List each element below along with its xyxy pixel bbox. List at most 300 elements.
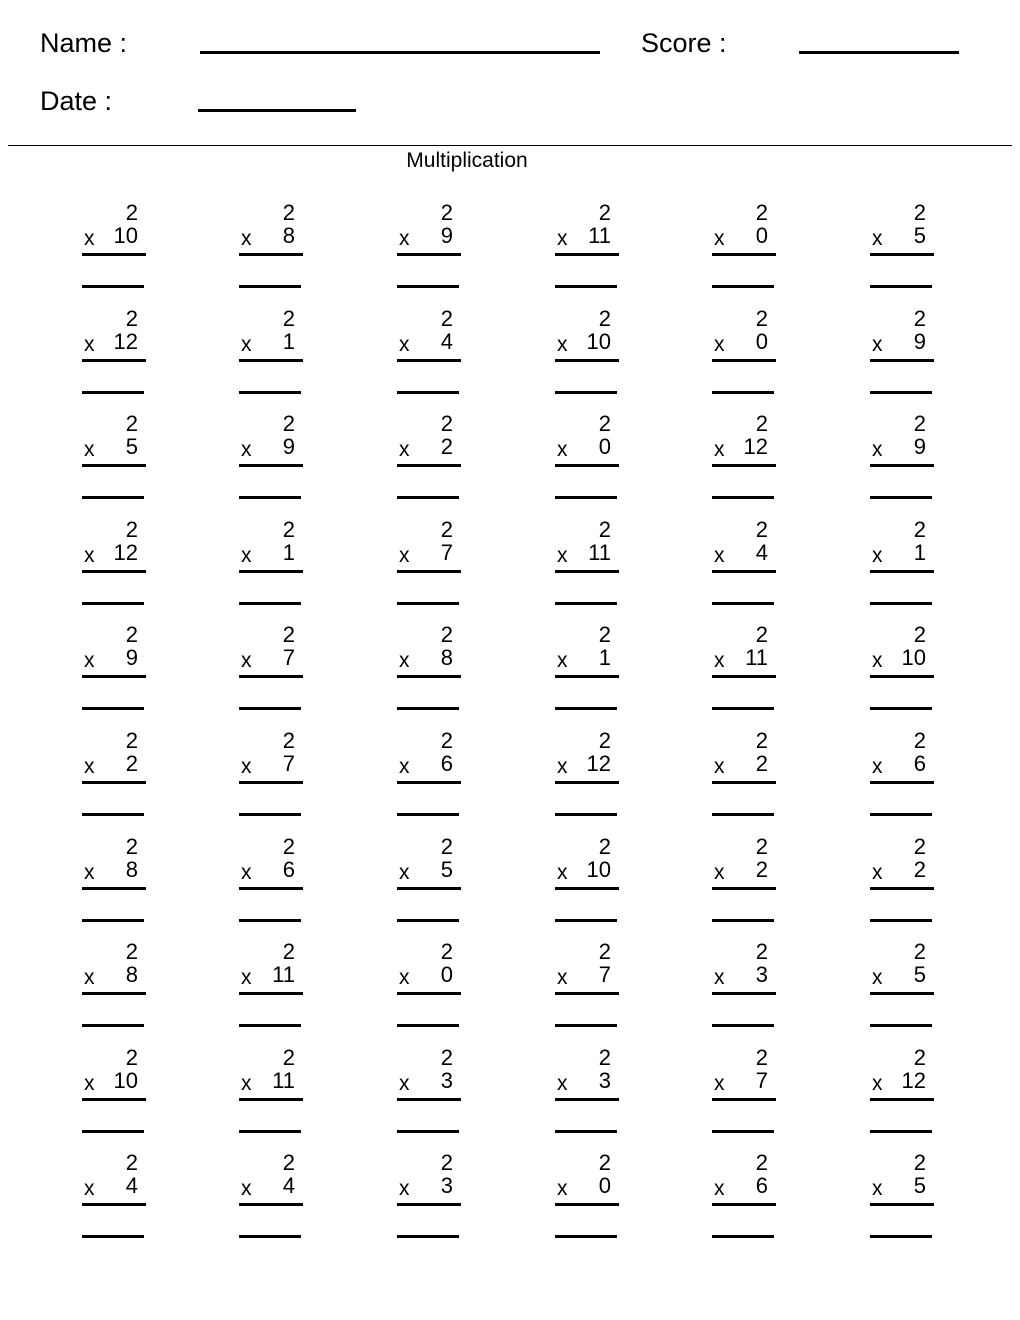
- problem-multiplier: 10: [113, 223, 138, 248]
- answer-line[interactable]: [555, 285, 617, 288]
- answer-line[interactable]: [870, 919, 932, 922]
- problem-rule-line: [870, 253, 934, 256]
- problem-multiplier: 7: [598, 962, 611, 987]
- answer-line[interactable]: [555, 1235, 617, 1238]
- problem-multiplicand: 2: [913, 939, 926, 964]
- answer-line[interactable]: [82, 813, 144, 816]
- problem-multiplicand: 2: [913, 1150, 926, 1175]
- problem-rule-line: [712, 570, 776, 573]
- problem-multiplicand: 2: [913, 306, 926, 331]
- answer-line[interactable]: [397, 1024, 459, 1027]
- answer-line[interactable]: [555, 707, 617, 710]
- problem-item: [239, 307, 305, 397]
- problem-multiplicand: 2: [282, 622, 295, 647]
- worksheet-title: Multiplication: [406, 149, 528, 172]
- problem-item: [555, 729, 621, 819]
- answer-line[interactable]: [555, 919, 617, 922]
- problem-item: [82, 835, 148, 925]
- answer-line[interactable]: [397, 285, 459, 288]
- problem-multiplier: 10: [586, 329, 611, 354]
- problem-operator: x: [714, 227, 725, 250]
- problem-operator: x: [399, 438, 410, 461]
- problem-item: [239, 412, 305, 502]
- answer-line[interactable]: [870, 813, 932, 816]
- answer-line[interactable]: [239, 285, 301, 288]
- problem-operator: x: [399, 227, 410, 250]
- answer-line[interactable]: [82, 919, 144, 922]
- problem-multiplicand: 2: [125, 1045, 138, 1070]
- problem-operator: x: [84, 227, 95, 250]
- problem-rule-line: [239, 887, 303, 890]
- problem-operator: x: [872, 755, 883, 778]
- answer-line[interactable]: [82, 707, 144, 710]
- problem-multiplicand: 2: [440, 200, 453, 225]
- problem-rule-line: [397, 992, 461, 995]
- problem-operator: x: [714, 649, 725, 672]
- problem-operator: x: [557, 755, 568, 778]
- problem-rule-line: [239, 992, 303, 995]
- answer-line[interactable]: [712, 1235, 774, 1238]
- problem-multiplier: 0: [440, 962, 453, 987]
- date-label: Date :: [40, 86, 113, 116]
- problem-multiplicand: 2: [125, 622, 138, 647]
- problem-item: [870, 307, 936, 397]
- answer-line[interactable]: [712, 391, 774, 394]
- problem-multiplicand: 2: [755, 200, 768, 225]
- answer-line[interactable]: [82, 285, 144, 288]
- problem-multiplier: 7: [440, 540, 453, 565]
- problem-multiplier: 11: [588, 223, 611, 248]
- problem-rule-line: [712, 887, 776, 890]
- problem-multiplier: 5: [440, 857, 453, 882]
- answer-line[interactable]: [82, 496, 144, 499]
- problem-item: [555, 412, 621, 502]
- problem-rule-line: [555, 887, 619, 890]
- problem-multiplicand: 2: [913, 517, 926, 542]
- answer-line[interactable]: [239, 1024, 301, 1027]
- problem-operator: x: [84, 966, 95, 989]
- problem-multiplier: 11: [272, 1068, 295, 1093]
- problem-multiplier: 0: [598, 434, 611, 459]
- problem-multiplier: 1: [913, 540, 926, 565]
- problem-multiplier: 4: [440, 329, 453, 354]
- problem-rule-line: [239, 781, 303, 784]
- problem-item: [712, 729, 778, 819]
- answer-line[interactable]: [239, 707, 301, 710]
- answer-line[interactable]: [712, 707, 774, 710]
- problem-operator: x: [557, 966, 568, 989]
- problem-item: [712, 1046, 778, 1136]
- answer-line[interactable]: [555, 496, 617, 499]
- problem-item: [555, 1151, 621, 1241]
- answer-line[interactable]: [870, 1130, 932, 1133]
- problem-operator: x: [241, 438, 252, 461]
- problem-multiplier: 11: [745, 645, 768, 670]
- problem-item: [239, 201, 305, 291]
- problem-item: [870, 729, 936, 819]
- problem-operator: x: [714, 544, 725, 567]
- problem-rule-line: [239, 1098, 303, 1101]
- problem-multiplier: 8: [125, 962, 138, 987]
- problem-rule-line: [555, 781, 619, 784]
- problem-operator: x: [872, 333, 883, 356]
- problem-multiplicand: 2: [282, 939, 295, 964]
- problem-rule-line: [712, 781, 776, 784]
- problem-operator: x: [84, 1072, 95, 1095]
- problem-multiplicand: 2: [125, 306, 138, 331]
- answer-line[interactable]: [870, 285, 932, 288]
- problem-rule-line: [82, 253, 146, 256]
- answer-line[interactable]: [239, 1130, 301, 1133]
- problem-multiplicand: 2: [440, 834, 453, 859]
- problem-multiplicand: 2: [598, 517, 611, 542]
- problem-rule-line: [82, 675, 146, 678]
- problem-multiplier: 9: [125, 645, 138, 670]
- problem-multiplicand: 2: [282, 834, 295, 859]
- answer-line[interactable]: [239, 919, 301, 922]
- problem-item: [870, 412, 936, 502]
- problem-item: [82, 729, 148, 819]
- problem-operator: x: [241, 966, 252, 989]
- problem-operator: x: [714, 966, 725, 989]
- problem-multiplier: 10: [113, 1068, 138, 1093]
- problem-multiplicand: 2: [440, 411, 453, 436]
- problem-operator: x: [557, 333, 568, 356]
- problem-operator: x: [399, 544, 410, 567]
- answer-line[interactable]: [82, 1024, 144, 1027]
- problem-rule-line: [870, 359, 934, 362]
- problem-operator: x: [714, 755, 725, 778]
- problem-multiplier: 2: [913, 857, 926, 882]
- problem-multiplicand: 2: [598, 622, 611, 647]
- problem-rule-line: [82, 359, 146, 362]
- problem-multiplier: 9: [913, 434, 926, 459]
- problem-multiplier: 12: [743, 434, 768, 459]
- problem-multiplier: 4: [282, 1173, 295, 1198]
- problem-rule-line: [712, 359, 776, 362]
- problem-operator: x: [241, 1072, 252, 1095]
- problem-multiplier: 2: [755, 751, 768, 776]
- name-label: Name :: [40, 28, 128, 58]
- answer-line[interactable]: [555, 1130, 617, 1133]
- answer-line[interactable]: [239, 496, 301, 499]
- problem-rule-line: [82, 570, 146, 573]
- problem-rule-line: [870, 781, 934, 784]
- problem-multiplicand: 2: [913, 200, 926, 225]
- problem-item: [397, 940, 463, 1030]
- problem-multiplier: 8: [440, 645, 453, 670]
- answer-line[interactable]: [712, 496, 774, 499]
- problem-operator: x: [84, 861, 95, 884]
- problem-item: [555, 201, 621, 291]
- problem-multiplier: 8: [282, 223, 295, 248]
- problem-operator: x: [714, 1177, 725, 1200]
- problem-item: [870, 1046, 936, 1136]
- problem-multiplicand: 2: [125, 1150, 138, 1175]
- problem-multiplicand: 2: [282, 306, 295, 331]
- answer-line[interactable]: [870, 391, 932, 394]
- answer-line[interactable]: [397, 707, 459, 710]
- problem-operator: x: [557, 438, 568, 461]
- problem-multiplicand: 2: [282, 517, 295, 542]
- problem-operator: x: [872, 438, 883, 461]
- problem-multiplier: 5: [125, 434, 138, 459]
- problem-item: [555, 518, 621, 608]
- answer-line[interactable]: [870, 1024, 932, 1027]
- answer-line[interactable]: [870, 496, 932, 499]
- answer-line[interactable]: [555, 391, 617, 394]
- problem-item: [555, 835, 621, 925]
- score-label: Score :: [641, 28, 727, 58]
- answer-line[interactable]: [82, 391, 144, 394]
- problem-multiplier: 8: [125, 857, 138, 882]
- problem-rule-line: [870, 570, 934, 573]
- problem-rule-line: [555, 464, 619, 467]
- problem-item: [870, 940, 936, 1030]
- answer-line[interactable]: [712, 285, 774, 288]
- problem-rule-line: [870, 1098, 934, 1101]
- problem-item: [712, 623, 778, 713]
- problem-operator: x: [241, 755, 252, 778]
- problem-operator: x: [399, 861, 410, 884]
- problem-operator: x: [84, 755, 95, 778]
- problem-item: [712, 307, 778, 397]
- problem-rule-line: [397, 464, 461, 467]
- problem-item: [555, 940, 621, 1030]
- problem-multiplier: 3: [755, 962, 768, 987]
- problem-rule-line: [82, 1203, 146, 1206]
- problem-item: [397, 307, 463, 397]
- problem-multiplier: 11: [272, 962, 295, 987]
- problem-item: [239, 835, 305, 925]
- problem-multiplicand: 2: [598, 1150, 611, 1175]
- answer-line[interactable]: [239, 391, 301, 394]
- answer-line[interactable]: [239, 1235, 301, 1238]
- problem-rule-line: [397, 253, 461, 256]
- problem-rule-line: [397, 1098, 461, 1101]
- problem-operator: x: [399, 755, 410, 778]
- problem-item: [555, 623, 621, 713]
- problem-multiplier: 11: [588, 540, 611, 565]
- answer-line[interactable]: [397, 602, 459, 605]
- problem-operator: x: [84, 649, 95, 672]
- problem-multiplier: 12: [901, 1068, 926, 1093]
- problem-operator: x: [557, 227, 568, 250]
- problem-rule-line: [870, 675, 934, 678]
- problem-rule-line: [397, 781, 461, 784]
- problem-item: [239, 1046, 305, 1136]
- answer-line[interactable]: [397, 919, 459, 922]
- problem-multiplicand: 2: [755, 622, 768, 647]
- problem-operator: x: [241, 544, 252, 567]
- answer-line[interactable]: [712, 813, 774, 816]
- problem-multiplier: 5: [913, 962, 926, 987]
- problem-multiplicand: 2: [913, 728, 926, 753]
- problem-multiplicand: 2: [913, 411, 926, 436]
- problem-multiplicand: 2: [125, 939, 138, 964]
- problem-rule-line: [397, 570, 461, 573]
- problem-rule-line: [555, 253, 619, 256]
- problem-item: [239, 1151, 305, 1241]
- problem-multiplicand: 2: [440, 1150, 453, 1175]
- answer-line[interactable]: [870, 602, 932, 605]
- problem-rule-line: [870, 1203, 934, 1206]
- problem-operator: x: [872, 1072, 883, 1095]
- problem-rule-line: [555, 570, 619, 573]
- problem-item: [397, 835, 463, 925]
- problem-operator: x: [84, 544, 95, 567]
- answer-line[interactable]: [82, 1235, 144, 1238]
- problem-item: [397, 412, 463, 502]
- problem-item: [870, 835, 936, 925]
- answer-line[interactable]: [397, 496, 459, 499]
- problem-multiplicand: 2: [755, 1150, 768, 1175]
- problem-item: [712, 201, 778, 291]
- problem-rule-line: [239, 570, 303, 573]
- problem-rule-line: [397, 359, 461, 362]
- problem-item: [712, 940, 778, 1030]
- problem-rule-line: [712, 1203, 776, 1206]
- problem-item: [555, 307, 621, 397]
- problem-rule-line: [555, 992, 619, 995]
- problem-multiplicand: 2: [598, 1045, 611, 1070]
- problem-multiplicand: 2: [440, 939, 453, 964]
- problem-item: [82, 518, 148, 608]
- problem-multiplier: 6: [913, 751, 926, 776]
- problem-rule-line: [712, 253, 776, 256]
- problem-multiplier: 0: [598, 1173, 611, 1198]
- problem-item: [82, 623, 148, 713]
- answer-line[interactable]: [397, 1130, 459, 1133]
- problem-multiplicand: 2: [282, 200, 295, 225]
- problem-rule-line: [397, 1203, 461, 1206]
- problem-operator: x: [399, 1177, 410, 1200]
- answer-line[interactable]: [397, 813, 459, 816]
- problem-operator: x: [557, 649, 568, 672]
- problem-multiplier: 9: [440, 223, 453, 248]
- problem-multiplier: 12: [113, 329, 138, 354]
- problem-operator: x: [84, 438, 95, 461]
- problem-multiplicand: 2: [913, 1045, 926, 1070]
- problem-multiplicand: 2: [755, 1045, 768, 1070]
- answer-line[interactable]: [555, 602, 617, 605]
- problem-item: [397, 1151, 463, 1241]
- problem-rule-line: [712, 1098, 776, 1101]
- problem-multiplicand: 2: [598, 939, 611, 964]
- problem-operator: x: [399, 649, 410, 672]
- problem-item: [82, 307, 148, 397]
- problem-operator: x: [241, 227, 252, 250]
- problem-multiplicand: 2: [913, 622, 926, 647]
- problem-multiplier: 6: [282, 857, 295, 882]
- problem-operator: x: [872, 1177, 883, 1200]
- problem-operator: x: [557, 1177, 568, 1200]
- problem-multiplier: 2: [440, 434, 453, 459]
- problem-operator: x: [557, 1072, 568, 1095]
- problem-multiplicand: 2: [755, 834, 768, 859]
- problem-multiplier: 9: [913, 329, 926, 354]
- problem-item: [397, 729, 463, 819]
- problem-item: [82, 201, 148, 291]
- answer-line[interactable]: [397, 391, 459, 394]
- problem-rule-line: [82, 781, 146, 784]
- problem-multiplicand: 2: [755, 517, 768, 542]
- problem-multiplier: 3: [598, 1068, 611, 1093]
- answer-line[interactable]: [712, 602, 774, 605]
- problem-operator: x: [557, 544, 568, 567]
- problem-multiplicand: 2: [125, 200, 138, 225]
- problem-multiplier: 12: [113, 540, 138, 565]
- problem-multiplicand: 2: [125, 411, 138, 436]
- problem-item: [712, 1151, 778, 1241]
- problem-multiplicand: 2: [598, 306, 611, 331]
- problem-rule-line: [712, 992, 776, 995]
- problem-rule-line: [397, 675, 461, 678]
- problem-item: [397, 623, 463, 713]
- problem-operator: x: [872, 544, 883, 567]
- problem-item: [712, 518, 778, 608]
- problem-multiplicand: 2: [282, 411, 295, 436]
- problem-multiplier: 1: [282, 329, 295, 354]
- problem-multiplier: 4: [125, 1173, 138, 1198]
- answer-line[interactable]: [82, 1130, 144, 1133]
- answer-line[interactable]: [555, 813, 617, 816]
- answer-line[interactable]: [870, 707, 932, 710]
- problem-multiplicand: 2: [440, 728, 453, 753]
- answer-line[interactable]: [239, 813, 301, 816]
- problem-operator: x: [241, 649, 252, 672]
- problem-operator: x: [399, 333, 410, 356]
- problem-multiplier: 5: [913, 223, 926, 248]
- answer-line[interactable]: [239, 602, 301, 605]
- problem-operator: x: [84, 333, 95, 356]
- problem-operator: x: [241, 861, 252, 884]
- problem-rule-line: [870, 887, 934, 890]
- problem-item: [239, 518, 305, 608]
- problem-multiplicand: 2: [125, 517, 138, 542]
- problem-rule-line: [555, 1203, 619, 1206]
- problem-operator: x: [714, 1072, 725, 1095]
- problem-multiplier: 3: [440, 1173, 453, 1198]
- problem-multiplier: 6: [755, 1173, 768, 1198]
- problem-multiplicand: 2: [440, 517, 453, 542]
- answer-line[interactable]: [82, 602, 144, 605]
- answer-line[interactable]: [712, 1024, 774, 1027]
- answer-line[interactable]: [397, 1235, 459, 1238]
- problem-item: [239, 623, 305, 713]
- problem-multiplier: 12: [586, 751, 611, 776]
- problem-multiplicand: 2: [755, 728, 768, 753]
- problem-multiplicand: 2: [440, 306, 453, 331]
- problem-operator: x: [84, 1177, 95, 1200]
- problem-operator: x: [399, 1072, 410, 1095]
- answer-line[interactable]: [712, 919, 774, 922]
- problem-item: [82, 1151, 148, 1241]
- problem-rule-line: [555, 675, 619, 678]
- problem-item: [870, 518, 936, 608]
- answer-line[interactable]: [870, 1235, 932, 1238]
- problem-rule-line: [239, 1203, 303, 1206]
- problem-multiplicand: 2: [598, 411, 611, 436]
- problem-rule-line: [82, 887, 146, 890]
- problem-operator: x: [714, 438, 725, 461]
- answer-line[interactable]: [712, 1130, 774, 1133]
- problem-multiplicand: 2: [598, 834, 611, 859]
- problem-multiplier: 7: [755, 1068, 768, 1093]
- answer-line[interactable]: [555, 1024, 617, 1027]
- problem-item: [82, 940, 148, 1030]
- problem-rule-line: [239, 464, 303, 467]
